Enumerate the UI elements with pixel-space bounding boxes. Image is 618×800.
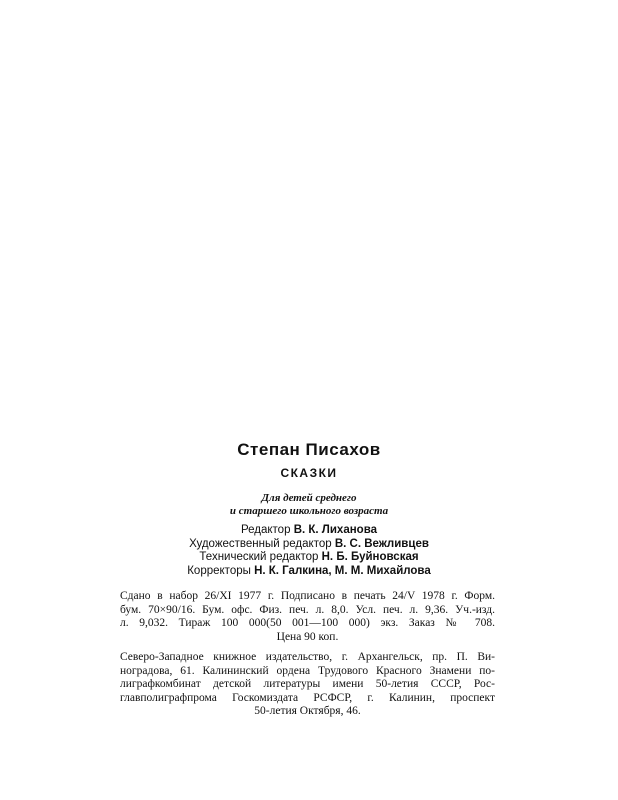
credit-role: Редактор <box>240 524 291 536</box>
publisher-info <box>120 651 495 719</box>
publisher-line: лиграфкомбинат детской литературы имени 50-летия СССР, Рос- <box>120 678 495 690</box>
credit-person: В. К. Лиханова <box>293 524 378 536</box>
print-line: л. 9,032. Тираж 100 000(50 001—100 000) экз. Заказ № 708. <box>120 617 495 629</box>
publisher-line: главполиграфпрома Госкомиздата РСФСР, г. Калинин, проспект <box>120 691 495 704</box>
credits-block <box>0 524 618 578</box>
price: Цена 90 коп. <box>276 630 339 643</box>
credit-role: Технический редактор <box>199 551 319 563</box>
credit-proofreaders <box>0 565 618 579</box>
credit-person: В. С. Вежливцев <box>334 537 429 550</box>
book-title: СКАЗКИ <box>280 466 338 480</box>
author-name: Степан Писахов <box>237 440 381 459</box>
credit-art-editor <box>0 538 618 552</box>
credit-person: Н. Б. Буйновская <box>321 551 419 563</box>
audience-note <box>0 492 618 518</box>
print-line: бум. 70×90/16. Бум. офс. Физ. печ. л. 8,0. Усл. печ. л. 9,36. Уч.-изд. <box>120 603 495 616</box>
print-line: Сдано в набор 26/XI 1977 г. Подписано в печать 24/V 1978 г. Форм. <box>120 590 495 602</box>
audience-line-2: и старшего школьного возраста <box>229 505 389 517</box>
credit-role: Корректоры <box>187 564 251 577</box>
publisher-line: Северо-Западное книжное издательство, г. Архангельск, пр. П. Ви- <box>120 651 495 663</box>
credit-editor <box>0 524 618 538</box>
print-info <box>120 590 495 644</box>
credit-person: Н. К. Галкина, М. М. Михайлова <box>254 564 431 577</box>
credit-role: Художественный редактор <box>189 537 332 550</box>
publisher-address-end: 50-летия Октября, 46. <box>254 705 361 717</box>
publisher-line: ноградова, 61. Калининский ордена Трудового Красного Знамени по- <box>120 664 495 677</box>
audience-line-1: Для детей среднего <box>261 492 357 504</box>
credit-tech-editor <box>0 551 618 565</box>
